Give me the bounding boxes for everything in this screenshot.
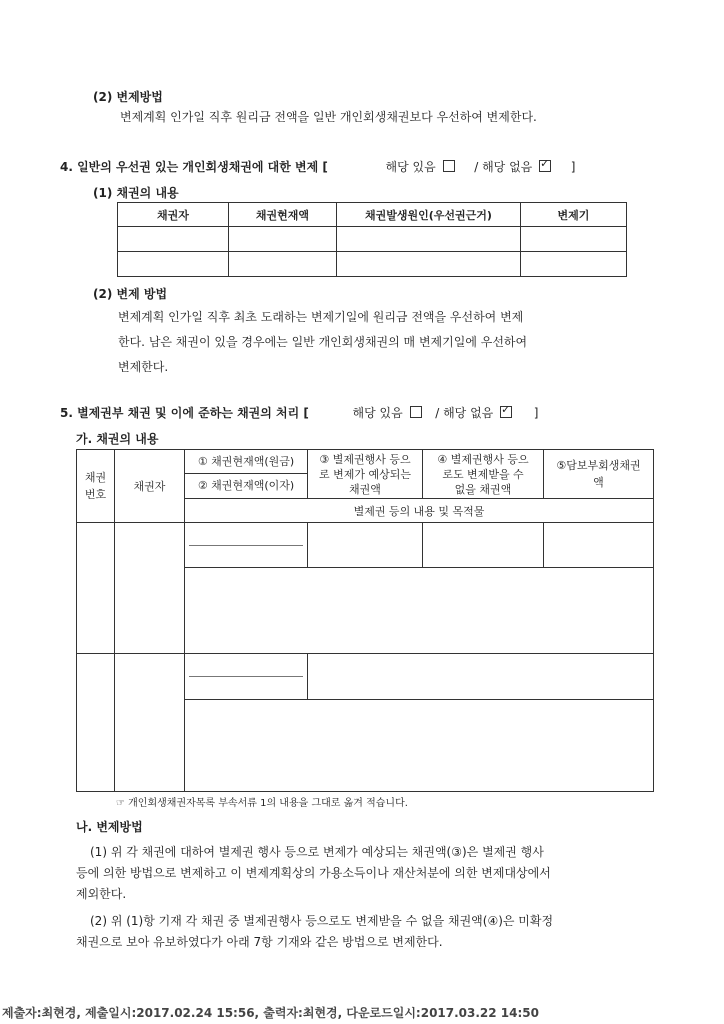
priority-col-due: 변제기 [521, 203, 627, 227]
priority-cell[interactable] [118, 252, 229, 277]
section5-not-applicable-label: / 해당 없음 [435, 406, 494, 420]
priority-claims-table [117, 202, 627, 277]
secured-col-secured-rehab-line: 액 [593, 476, 604, 489]
secured-col-number [77, 450, 115, 523]
amount-divider [189, 676, 303, 677]
section4-applicable-label: 해당 있음 [385, 160, 436, 174]
secured-entry-amounts[interactable] [185, 654, 308, 700]
priority-col-amount: 채권현재액 [229, 203, 337, 227]
secured-col-expected-line: ③ 별제권행사 등으 [319, 452, 411, 466]
secured-claims-table [76, 449, 654, 792]
secured-col-secured-rehab [544, 450, 654, 499]
secured-entry-number[interactable] [77, 654, 115, 792]
priority-cell[interactable] [521, 227, 627, 252]
section4-heading-row [60, 158, 575, 175]
secured-entry-blank[interactable] [308, 654, 654, 700]
secured-col-amounts [185, 450, 308, 499]
prev-method-heading: (2) 변제방법 [93, 90, 163, 104]
secured-entry-creditor[interactable] [115, 654, 185, 792]
secured-col-unrecoverable-line: 없을 채권액 [454, 482, 512, 496]
table-note: ☞ 개인회생채권자목록 부속서류 1의 내용을 그대로 옮겨 적습니다. [116, 798, 408, 809]
section4-bracket-close: ] [570, 160, 576, 174]
paragraph-1-line: 제외한다. [76, 887, 127, 901]
secured-entry-number[interactable] [77, 523, 115, 654]
section5-applicable-checkbox[interactable] [410, 406, 422, 418]
priority-cell[interactable] [337, 227, 521, 252]
secured-col-number-line: 채권 [84, 471, 107, 484]
secured-col-expected [308, 450, 423, 499]
secured-col-unrecoverable [423, 450, 544, 499]
section5-applicable-label: 해당 있음 [352, 406, 403, 420]
secured-col-expected-line: 채권액 [349, 482, 381, 496]
prev-method-text: 변제계획 인가일 직후 원리금 전액을 일반 개인회생채권보다 우선하여 변제한다. [120, 110, 537, 124]
paragraph-1 [76, 842, 656, 905]
section4-method-text [118, 305, 527, 380]
paragraph-2-line: (2) 위 (1)항 기재 각 채권 중 별제권행사 등으로도 변제받을 수 없을 채권액(④)은 미확정 [90, 914, 554, 928]
secured-col-unrecoverable-line: ④ 별제권행사 등으 [437, 452, 529, 466]
section4-not-applicable-checkbox[interactable] [539, 160, 551, 172]
section5-heading: 5. 별제권부 채권 및 이에 준하는 채권의 처리 [ [60, 406, 309, 420]
section5-not-applicable-checkbox[interactable] [500, 406, 512, 418]
paragraph-2-line: 채권으로 보아 유보하였다가 아래 7항 기재와 같은 방법으로 변제한다. [76, 935, 443, 949]
priority-cell[interactable] [229, 227, 337, 252]
section4-method-line: 변제한다. [118, 360, 169, 374]
section5-bracket-close: ] [533, 406, 539, 420]
footer-submission-info: 제출자:최현경, 제출일시:2017.02.24 15:56, 출력자:최현경, 다운로드일시:2017.03.22 14:50 [2, 1006, 540, 1020]
priority-cell[interactable] [118, 227, 229, 252]
section4-not-applicable-label: / 해당 없음 [474, 160, 533, 174]
section5-heading-row [60, 404, 538, 421]
priority-col-creditor: 채권자 [118, 203, 229, 227]
paragraph-2 [76, 911, 656, 953]
section4-heading: 4. 일반의 우선권 있는 개인회생채권에 대한 변제 [ [60, 160, 328, 174]
section5-sub-na-heading: 나. 변제방법 [76, 820, 143, 834]
secured-col-number-line: 번호 [84, 488, 107, 501]
secured-entry-detail[interactable] [185, 568, 654, 654]
secured-col-amount-interest: ② 채권현재액(이자) [197, 479, 295, 492]
secured-entry-creditor[interactable] [115, 523, 185, 654]
secured-entry-unrecoverable[interactable] [423, 523, 544, 568]
section5-sub-ga-heading: 가. 채권의 내용 [76, 432, 159, 446]
secured-col-unrecoverable-line: 로도 변제받을 수 [442, 467, 524, 481]
paragraph-1-line: (1) 위 각 채권에 대하여 별제권 행사 등으로 변제가 예상되는 채권액(③)은 별제권 행사 [90, 845, 544, 859]
paragraph-1-line: 등에 의한 방법으로 변제하고 이 변제계획상의 가용소득이나 재산처분에 의한 변제대상에서 [76, 866, 551, 880]
section4-applicable-checkbox[interactable] [443, 160, 455, 172]
secured-entry-amounts[interactable] [185, 523, 308, 568]
secured-col-amount-principal: ① 채권현재액(원금) [185, 450, 307, 474]
section4-sub2-heading: (2) 변제 방법 [93, 287, 168, 301]
secured-col-creditor: 채권자 [115, 450, 185, 523]
priority-cell[interactable] [337, 252, 521, 277]
priority-cell[interactable] [521, 252, 627, 277]
secured-col-secured-rehab-line: ⑤담보부회생채권 [556, 459, 641, 472]
secured-col-expected-line: 로 변제가 예상되는 [318, 467, 411, 481]
secured-col-detail: 별제권 등의 내용 및 목적물 [185, 499, 654, 523]
section4-method-line: 한다. 남은 채권이 있을 경우에는 일반 개인회생채권의 매 변제기일에 우선하여 [118, 335, 528, 349]
section4-method-line: 변제계획 인가일 직후 최초 도래하는 변제기일에 원리금 전액을 우선하여 변제 [118, 310, 524, 324]
secured-entry-expected[interactable] [308, 523, 423, 568]
priority-cell[interactable] [229, 252, 337, 277]
priority-col-cause: 채권발생원인(우선권근거) [337, 203, 521, 227]
secured-entry-detail[interactable] [185, 700, 654, 792]
amount-divider [189, 545, 303, 546]
section4-sub1-heading: (1) 채권의 내용 [93, 186, 179, 200]
secured-entry-secured-rehab[interactable] [544, 523, 654, 568]
